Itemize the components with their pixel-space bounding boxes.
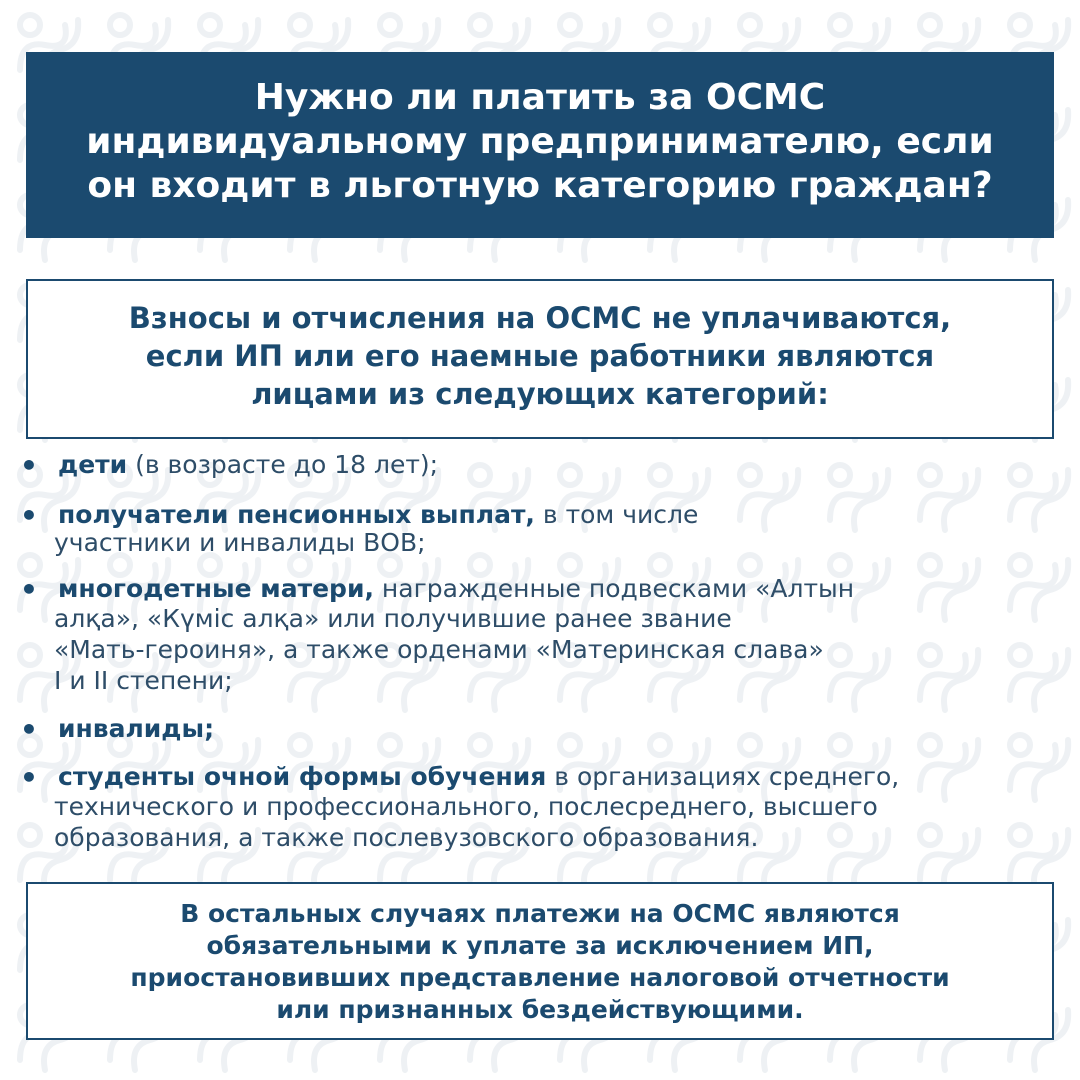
- footer-box: [26, 882, 1054, 1040]
- list-item-continuation: технического и профессионального, послесреднего, высшего: [54, 792, 878, 821]
- list-item-bold: инвалиды;: [58, 714, 215, 743]
- footer-line-3: приостановивших представление налоговой отчетности: [130, 963, 950, 992]
- list-item-text: (в возрасте до 18 лет);: [127, 450, 439, 479]
- list-item-continuation: образования, а также послевузовского образования.: [54, 823, 759, 852]
- intro-line-3: лицами из следующих категорий:: [251, 377, 829, 411]
- title-line-2: индивидуальному предпринимателю, если: [86, 121, 994, 162]
- footer-line-4: или признанных бездействующими.: [276, 995, 804, 1024]
- list-item-bold: студенты очной формы обучения: [58, 762, 547, 791]
- list-item-text: в организациях среднего,: [546, 762, 900, 791]
- list-item-bold: многодетные матери,: [58, 574, 374, 603]
- list-item-continuation: участники и инвалиды ВОВ;: [54, 528, 426, 557]
- intro-box: [26, 279, 1054, 439]
- list-item-bold: дети: [58, 450, 128, 479]
- list-item-line: [58, 761, 899, 793]
- list-item-line: [58, 573, 854, 605]
- title-line-3: он входит в льготную категорию граждан?: [87, 165, 993, 206]
- list-item-continuation: I и II степени;: [54, 666, 233, 695]
- bullet-icon: •: [20, 713, 38, 746]
- list-item-text: награжденные подвесками «Алтын: [373, 574, 855, 603]
- footer-line-2: обязательными к уплате за исключением ИП,: [206, 931, 874, 960]
- list-item-continuation: алқа», «Күміс алқа» или получившие ранее звание: [54, 604, 732, 633]
- title-line-1: Нужно ли платить за ОСМС: [254, 77, 826, 118]
- list-item-continuation: «Мать-героиня», а также орденами «Материнская слава»: [54, 635, 824, 664]
- list-item-line: [58, 713, 214, 745]
- title-banner: [26, 52, 1054, 238]
- bullet-icon: •: [20, 449, 38, 482]
- bullet-icon: •: [20, 499, 38, 532]
- list-item-text: в том числе: [534, 500, 699, 529]
- list-item-bold: получатели пенсионных выплат,: [58, 500, 535, 529]
- intro-line-1: Взносы и отчисления на ОСМС не уплачиваются,: [128, 301, 952, 335]
- bullet-icon: •: [20, 573, 38, 606]
- intro-line-2: если ИП или его наемные работники являются: [145, 339, 935, 373]
- list-item-line: [58, 449, 438, 481]
- footer-line-1: В остальных случаях платежи на ОСМС являются: [180, 899, 900, 928]
- bullet-icon: •: [20, 761, 38, 794]
